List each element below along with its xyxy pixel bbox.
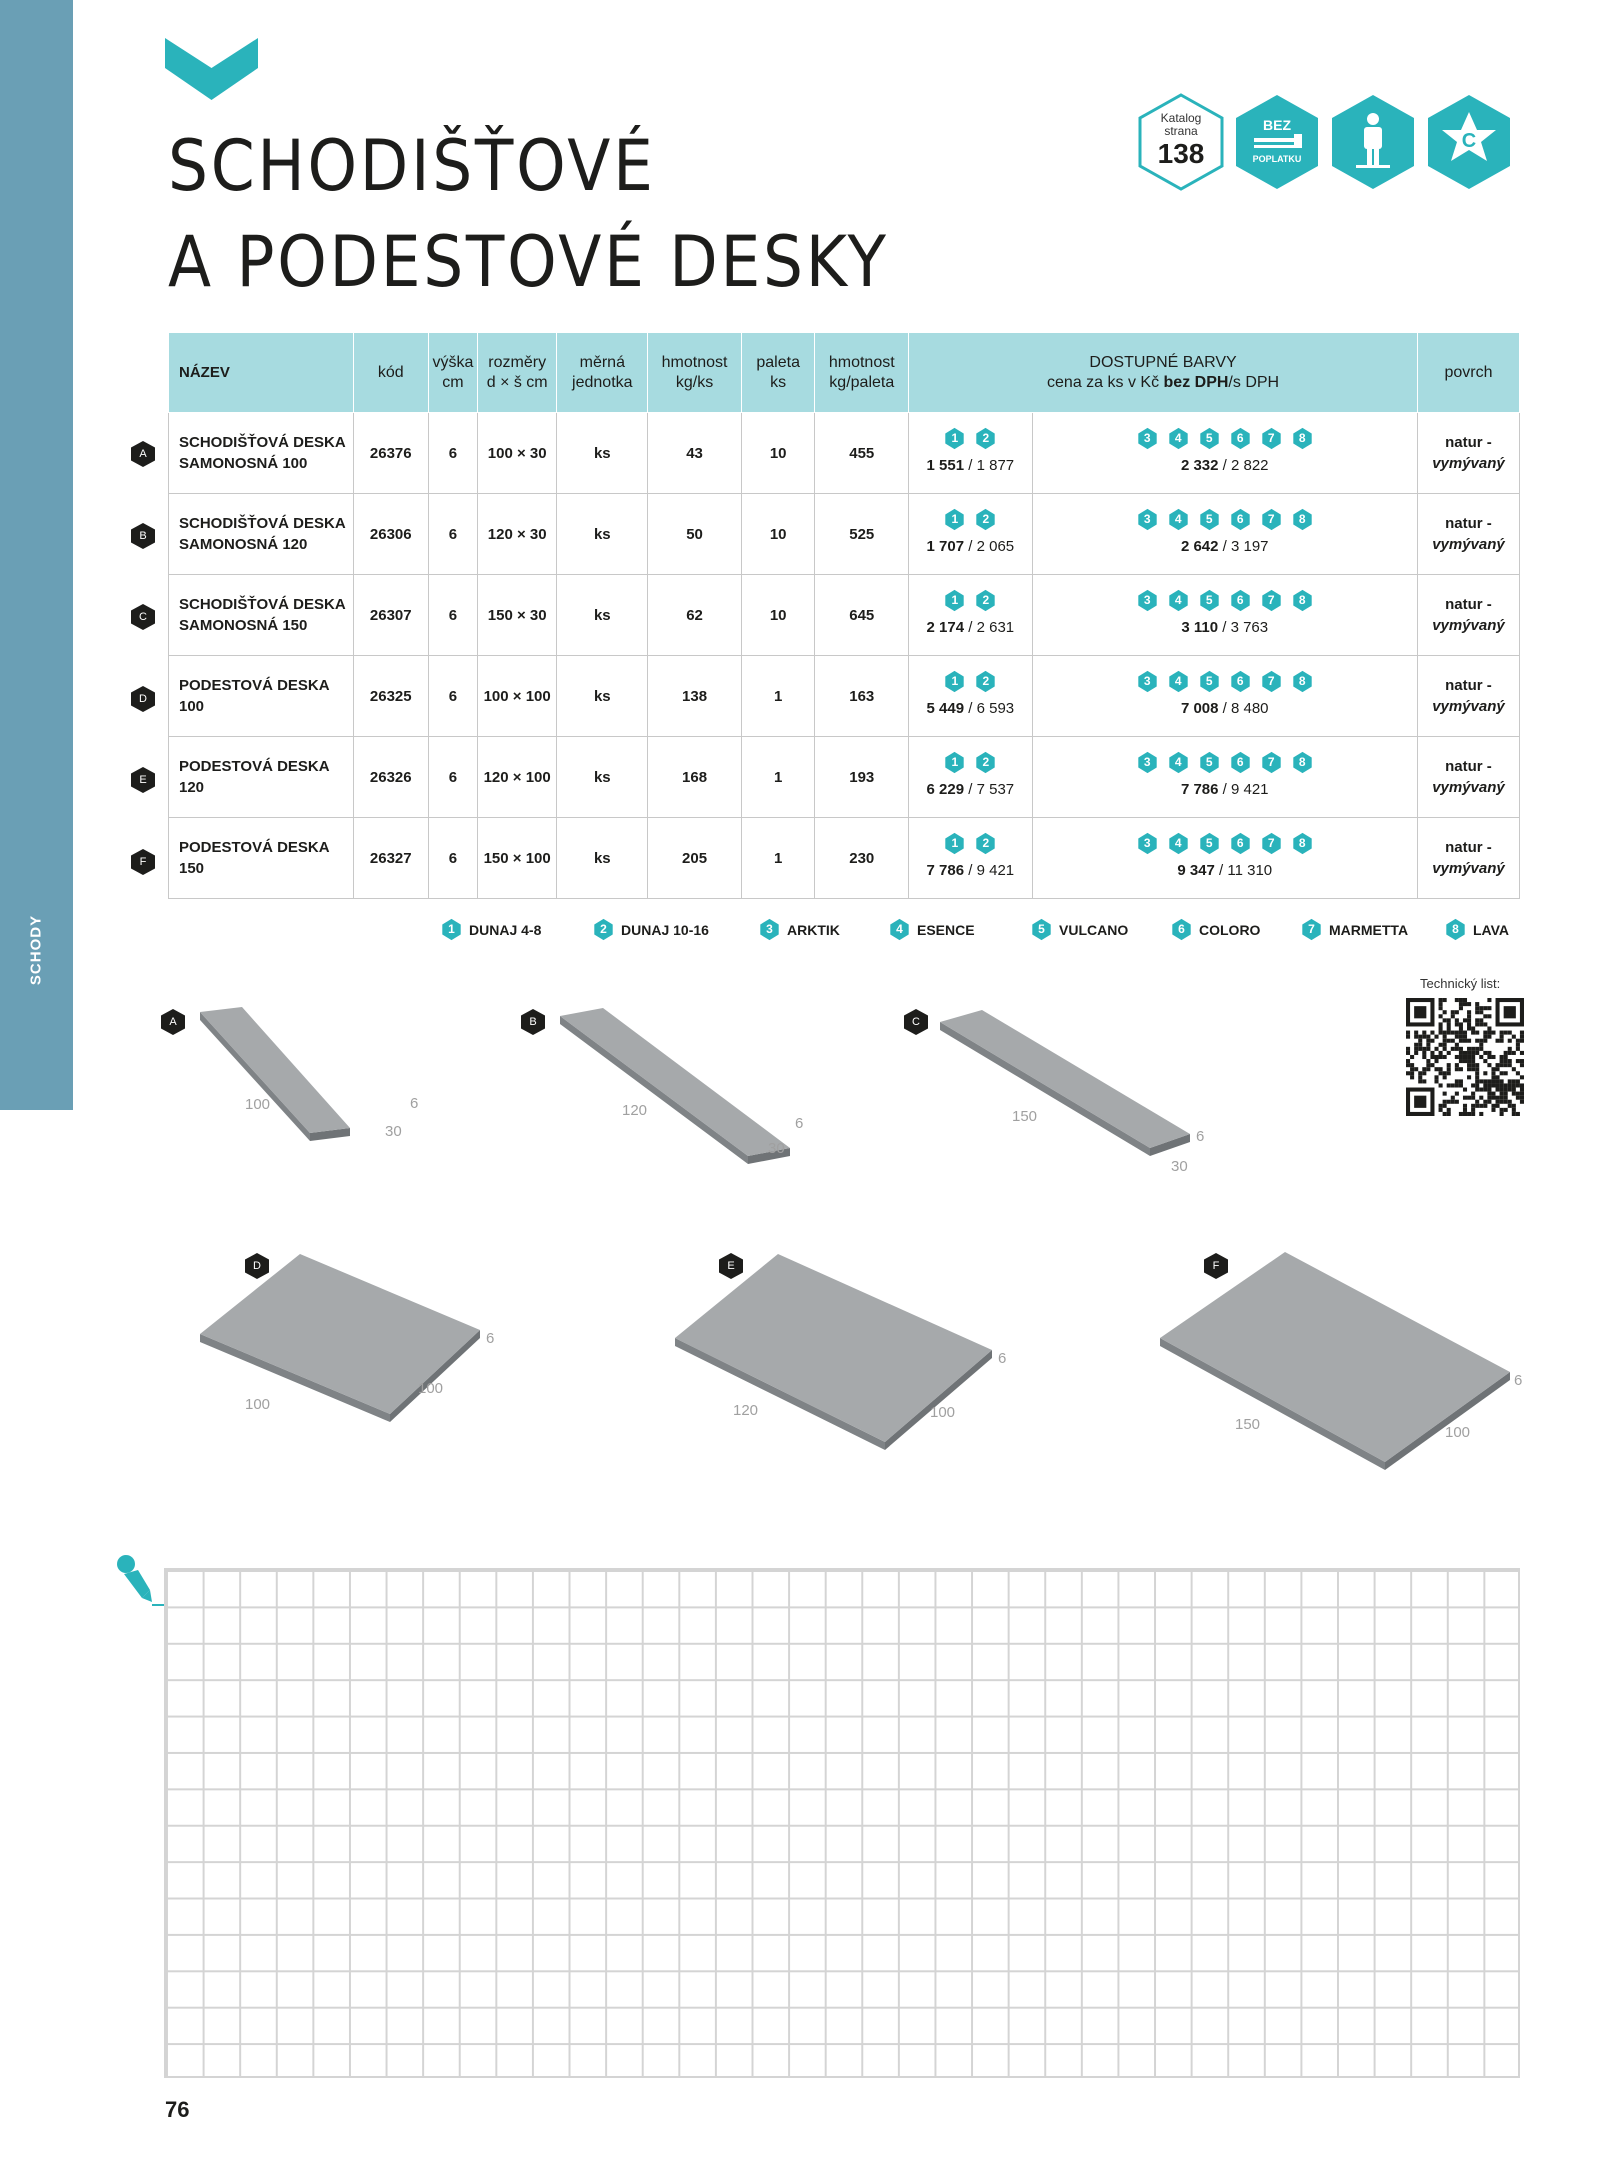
row-surface: natur - vymývaný bbox=[1417, 575, 1519, 656]
color-swatch-icon: 7 bbox=[1260, 670, 1283, 693]
color-swatch-icon: 1 bbox=[943, 589, 966, 612]
legend-item: 2 DUNAJ 10-16 bbox=[592, 918, 709, 941]
row-name: SCHODIŠŤOVÁ DESKA SAMONOSNÁ 100 bbox=[169, 413, 354, 494]
row-height: 6 bbox=[428, 737, 477, 818]
color-swatch-icon: 4 bbox=[1167, 589, 1190, 612]
legend-item: 7 MARMETTA bbox=[1300, 918, 1408, 941]
row-pallet-weight: 455 bbox=[815, 413, 909, 494]
row-weight: 62 bbox=[648, 575, 742, 656]
qr-label: Technický list: bbox=[1420, 976, 1501, 991]
color-swatch-icon: 5 bbox=[1198, 427, 1221, 450]
row-pallet: 1 bbox=[741, 737, 814, 818]
row-pallet: 10 bbox=[741, 575, 814, 656]
free-delivery-label-1: BEZ bbox=[1263, 117, 1291, 133]
row-unit: ks bbox=[557, 413, 648, 494]
dimension-label: 6 bbox=[998, 1350, 1007, 1367]
row-weight: 205 bbox=[648, 818, 742, 899]
color-swatch-icon: 1 bbox=[943, 508, 966, 531]
color-swatch-icon: 2 bbox=[974, 832, 997, 855]
row-price-group-b: 3 4 5 6 7 8 9 347 / 11 310 bbox=[1032, 818, 1417, 899]
row-height: 6 bbox=[428, 818, 477, 899]
color-swatch-icon: 8 bbox=[1291, 832, 1314, 855]
row-letter-badge: D bbox=[130, 685, 156, 713]
row-surface: natur - vymývaný bbox=[1417, 818, 1519, 899]
dimension-label: 6 bbox=[1514, 1372, 1523, 1389]
row-code: 26326 bbox=[353, 737, 428, 818]
color-swatch-icon: 5 bbox=[1198, 751, 1221, 774]
row-dims: 100 × 100 bbox=[477, 656, 557, 737]
legend-item: 3 ARKTIK bbox=[758, 918, 840, 941]
color-swatch-icon: 5 bbox=[1198, 589, 1221, 612]
side-section-label: SCHODY bbox=[27, 914, 45, 986]
color-swatch-icon: 3 bbox=[1136, 832, 1159, 855]
image-letter-badge: E bbox=[718, 1252, 744, 1280]
row-height: 6 bbox=[428, 656, 477, 737]
row-name: PODESTOVÁ DESKA 150 bbox=[169, 818, 354, 899]
color-swatch-icon: 8 bbox=[1444, 918, 1467, 941]
row-price-group-a: 1 2 2 174 / 2 631 bbox=[909, 575, 1032, 656]
row-name: SCHODIŠŤOVÁ DESKA SAMONOSNÁ 120 bbox=[169, 494, 354, 575]
image-letter-badge: A bbox=[160, 1008, 186, 1036]
row-unit: ks bbox=[557, 737, 648, 818]
color-swatch-icon: 6 bbox=[1229, 589, 1252, 612]
row-unit: ks bbox=[557, 818, 648, 899]
color-swatch-icon: 4 bbox=[1167, 832, 1190, 855]
legend-item: 6 COLORO bbox=[1170, 918, 1260, 941]
header-dims: rozměry d × š cm bbox=[477, 333, 557, 413]
row-price-group-a: 1 2 7 786 / 9 421 bbox=[909, 818, 1032, 899]
color-swatch-icon: 7 bbox=[1260, 427, 1283, 450]
color-swatch-icon: 7 bbox=[1260, 508, 1283, 531]
row-name: PODESTOVÁ DESKA 120 bbox=[169, 737, 354, 818]
image-letter-badge: D bbox=[244, 1252, 270, 1280]
dimension-label: 6 bbox=[795, 1115, 804, 1132]
row-pallet-weight: 645 bbox=[815, 575, 909, 656]
color-swatch-icon: 3 bbox=[1136, 427, 1159, 450]
row-price-group-a: 1 2 1 707 / 2 065 bbox=[909, 494, 1032, 575]
dimension-label: 6 bbox=[410, 1095, 419, 1112]
row-dims: 150 × 30 bbox=[477, 575, 557, 656]
row-pallet-weight: 163 bbox=[815, 656, 909, 737]
header-colors: DOSTUPNÉ BARVY cena za ks v Kč bez DPH/s DPH bbox=[909, 333, 1418, 413]
color-swatch-icon: 8 bbox=[1291, 427, 1314, 450]
catalog-label-1: Katalog bbox=[1160, 111, 1202, 125]
color-swatch-icon: 8 bbox=[1291, 589, 1314, 612]
row-price-group-a: 1 2 5 449 / 6 593 bbox=[909, 656, 1032, 737]
color-swatch-icon: 2 bbox=[974, 670, 997, 693]
row-pallet: 1 bbox=[741, 656, 814, 737]
color-swatch-icon: 2 bbox=[592, 918, 615, 941]
color-swatch-icon: 2 bbox=[974, 589, 997, 612]
dimension-label: 100 bbox=[930, 1404, 956, 1421]
color-swatch-icon: 2 bbox=[974, 751, 997, 774]
header-pallet-weight: hmotnost kg/paleta bbox=[815, 333, 909, 413]
color-swatch-icon: 4 bbox=[1167, 751, 1190, 774]
color-swatch-icon: 5 bbox=[1198, 508, 1221, 531]
row-surface: natur - vymývaný bbox=[1417, 494, 1519, 575]
row-code: 26376 bbox=[353, 413, 428, 494]
color-swatch-icon: 8 bbox=[1291, 508, 1314, 531]
color-swatch-icon: 3 bbox=[1136, 751, 1159, 774]
color-swatch-icon: 2 bbox=[974, 508, 997, 531]
row-pallet: 10 bbox=[741, 413, 814, 494]
color-swatch-icon: 1 bbox=[943, 427, 966, 450]
row-price-group-a: 1 2 1 551 / 1 877 bbox=[909, 413, 1032, 494]
color-swatch-icon: 2 bbox=[974, 427, 997, 450]
class-letter: C bbox=[1461, 130, 1477, 152]
row-dims: 120 × 30 bbox=[477, 494, 557, 575]
row-code: 26327 bbox=[353, 818, 428, 899]
row-price-group-b: 3 4 5 6 7 8 2 642 / 3 197 bbox=[1032, 494, 1417, 575]
dimension-label: 150 bbox=[1235, 1416, 1261, 1433]
catalog-label-2: strana bbox=[1164, 124, 1198, 138]
color-swatch-icon: 1 bbox=[943, 832, 966, 855]
color-swatch-icon: 6 bbox=[1229, 427, 1252, 450]
color-swatch-icon: 6 bbox=[1229, 670, 1252, 693]
image-letter-badge: C bbox=[903, 1008, 929, 1036]
legend-item: 1 DUNAJ 4-8 bbox=[440, 918, 541, 941]
row-dims: 100 × 30 bbox=[477, 413, 557, 494]
row-code: 26325 bbox=[353, 656, 428, 737]
dimension-label: 6 bbox=[486, 1330, 495, 1347]
row-unit: ks bbox=[557, 575, 648, 656]
row-name: SCHODIŠŤOVÁ DESKA SAMONOSNÁ 150 bbox=[169, 575, 354, 656]
color-swatch-icon: 7 bbox=[1260, 751, 1283, 774]
dimension-label: 150 bbox=[1012, 1108, 1038, 1125]
legend-item: 8 LAVA bbox=[1444, 918, 1509, 941]
row-weight: 138 bbox=[648, 656, 742, 737]
header-unit: měrná jednotka bbox=[557, 333, 648, 413]
row-price-group-b: 3 4 5 6 7 8 3 110 / 3 763 bbox=[1032, 575, 1417, 656]
row-letter-badge: A bbox=[130, 440, 156, 468]
pen-icon bbox=[108, 1550, 164, 1610]
row-unit: ks bbox=[557, 494, 648, 575]
row-dims: 120 × 100 bbox=[477, 737, 557, 818]
color-swatch-icon: 3 bbox=[758, 918, 781, 941]
page-title-line1: SCHODIŠŤOVÉ bbox=[168, 125, 656, 207]
page-number: 76 bbox=[165, 2097, 190, 2122]
color-swatch-icon: 7 bbox=[1260, 589, 1283, 612]
color-swatch-icon: 1 bbox=[943, 670, 966, 693]
color-swatch-icon: 7 bbox=[1300, 918, 1323, 941]
row-price-group-a: 1 2 6 229 / 7 537 bbox=[909, 737, 1032, 818]
row-price-group-b: 3 4 5 6 7 8 2 332 / 2 822 bbox=[1032, 413, 1417, 494]
color-swatch-icon: 6 bbox=[1170, 918, 1193, 941]
color-swatch-icon: 7 bbox=[1260, 832, 1283, 855]
dimension-label: 100 bbox=[245, 1096, 271, 1113]
header-height: výška cm bbox=[428, 333, 477, 413]
header-code: kód bbox=[353, 333, 428, 413]
row-surface: natur - vymývaný bbox=[1417, 656, 1519, 737]
row-surface: natur - vymývaný bbox=[1417, 413, 1519, 494]
row-letter-badge: B bbox=[130, 522, 156, 550]
color-swatch-icon: 8 bbox=[1291, 751, 1314, 774]
dimension-label: 30 bbox=[385, 1123, 402, 1140]
color-swatch-icon: 3 bbox=[1136, 508, 1159, 531]
row-height: 6 bbox=[428, 494, 477, 575]
row-price-group-b: 3 4 5 6 7 8 7 786 / 9 421 bbox=[1032, 737, 1417, 818]
color-swatch-icon: 5 bbox=[1030, 918, 1053, 941]
row-name: PODESTOVÁ DESKA 100 bbox=[169, 656, 354, 737]
color-swatch-icon: 4 bbox=[888, 918, 911, 941]
color-swatch-icon: 6 bbox=[1229, 832, 1252, 855]
row-price-group-b: 3 4 5 6 7 8 7 008 / 8 480 bbox=[1032, 656, 1417, 737]
color-swatch-icon: 6 bbox=[1229, 751, 1252, 774]
image-letter-badge: F bbox=[1203, 1252, 1229, 1280]
header-name: NÁZEV bbox=[169, 333, 354, 413]
row-height: 6 bbox=[428, 413, 477, 494]
row-code: 26306 bbox=[353, 494, 428, 575]
row-letter-badge: C bbox=[130, 603, 156, 631]
image-letter-badge: B bbox=[520, 1008, 546, 1036]
row-code: 26307 bbox=[353, 575, 428, 656]
dimension-label: 30 bbox=[768, 1140, 785, 1157]
row-unit: ks bbox=[557, 656, 648, 737]
dimension-label: 120 bbox=[733, 1402, 759, 1419]
color-swatch-icon: 8 bbox=[1291, 670, 1314, 693]
row-pallet-weight: 525 bbox=[815, 494, 909, 575]
row-weight: 43 bbox=[648, 413, 742, 494]
color-swatch-icon: 1 bbox=[943, 751, 966, 774]
row-pallet-weight: 193 bbox=[815, 737, 909, 818]
color-swatch-icon: 5 bbox=[1198, 832, 1221, 855]
page-title-line2: A PODESTOVÉ DESKY bbox=[168, 221, 889, 303]
legend-item: 5 VULCANO bbox=[1030, 918, 1128, 941]
catalog-page-number: 138 bbox=[1157, 138, 1205, 169]
free-delivery-label-2: POPLATKU bbox=[1252, 154, 1302, 164]
color-swatch-icon: 4 bbox=[1167, 508, 1190, 531]
row-letter-badge: F bbox=[130, 848, 156, 876]
dimension-label: 6 bbox=[1196, 1128, 1205, 1145]
legend-item: 4 ESENCE bbox=[888, 918, 975, 941]
color-swatch-icon: 3 bbox=[1136, 589, 1159, 612]
row-dims: 150 × 100 bbox=[477, 818, 557, 899]
dimension-label: 100 bbox=[1445, 1424, 1471, 1441]
color-swatch-icon: 3 bbox=[1136, 670, 1159, 693]
row-pallet: 1 bbox=[741, 818, 814, 899]
color-swatch-icon: 6 bbox=[1229, 508, 1252, 531]
color-swatch-icon: 5 bbox=[1198, 670, 1221, 693]
row-pallet: 10 bbox=[741, 494, 814, 575]
row-surface: natur - vymývaný bbox=[1417, 737, 1519, 818]
color-swatch-icon: 1 bbox=[440, 918, 463, 941]
color-swatch-icon: 4 bbox=[1167, 670, 1190, 693]
row-weight: 168 bbox=[648, 737, 742, 818]
header-pallet: paleta ks bbox=[741, 333, 814, 413]
row-pallet-weight: 230 bbox=[815, 818, 909, 899]
dimension-label: 30 bbox=[1171, 1158, 1188, 1175]
header-weight: hmotnost kg/ks bbox=[648, 333, 742, 413]
row-weight: 50 bbox=[648, 494, 742, 575]
dimension-label: 100 bbox=[245, 1396, 271, 1413]
header-surface: povrch bbox=[1417, 333, 1519, 413]
row-height: 6 bbox=[428, 575, 477, 656]
dimension-label: 120 bbox=[622, 1102, 648, 1119]
notes-grid bbox=[164, 1568, 1520, 2078]
row-letter-badge: E bbox=[130, 766, 156, 794]
color-swatch-icon: 4 bbox=[1167, 427, 1190, 450]
dimension-label: 100 bbox=[418, 1380, 444, 1397]
